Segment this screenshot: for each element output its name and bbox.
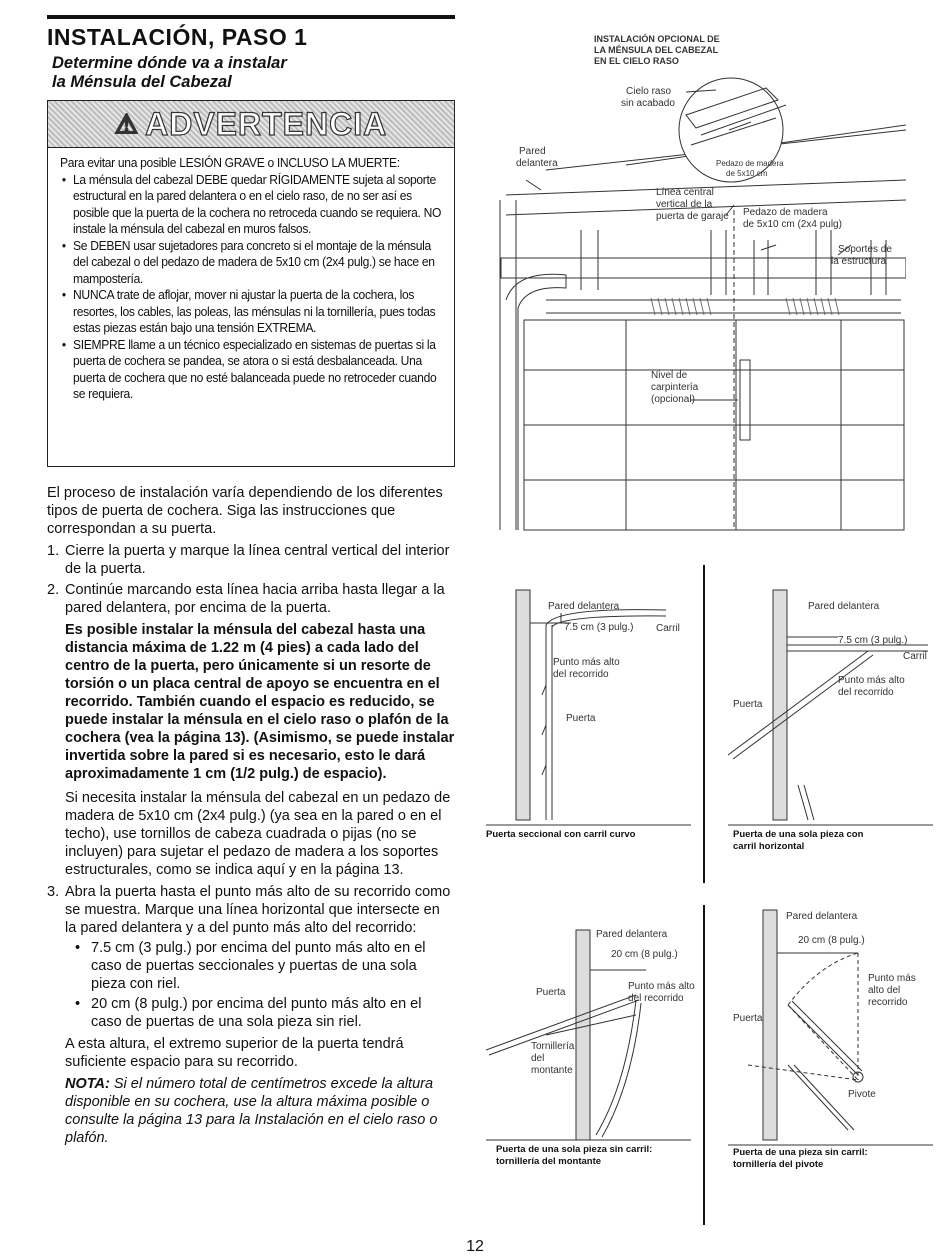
centerline-label-line-1: Línea central [656,187,714,198]
sectional-door-figure [486,585,696,855]
track-caption-line-1: Puerta de una sola pieza con [733,829,864,840]
jamb-hardware-line-1: Tornillería [531,1041,575,1052]
jamb-hardware-line-3: montante [531,1065,573,1076]
step-1 [47,542,455,578]
track-distance-label: 7.5 cm (3 pulg.) [838,635,908,646]
warning-item: • La ménsula del cabezal DEBE quedar RÍGIDAMENTE sujeta al soporte estructural en la pared delantera o en el cielo raso, de no ser así es posible que la puerta de la cochera no retroceda cuando se requiera. NO instale la ménsula del cabezal en muros falsos. [60,172,445,238]
supports-label-line-1: Soportes de [838,244,892,255]
step-3-after: A esta altura, el extremo superior de la puerta tendrá suficiente espacio para su recorrido. [65,1036,404,1070]
step-text: Abra la puerta hasta el punto más alto de su recorrido como se muestra. Marque una línea horizontal que intersecte en la pared delantera y a del punto más alto del recorrido: [65,884,451,936]
pivot-high-point-line-3: recorrido [868,997,908,1008]
figure-divider-bottom [703,905,705,1225]
optional-label-line-3: EN EL CIELO RASO [594,56,679,66]
sectional-door-label: Puerta [566,713,596,724]
step-number: 2. [47,582,60,598]
note-label: NOTA: [65,1076,110,1092]
warning-box [47,100,455,467]
note [65,1075,455,1147]
warning-list [60,172,445,403]
onepiece-track-figure [728,585,938,860]
steps-list [47,542,455,1147]
step-text: Continúe marcando esta línea hacia arriba hasta llegar a la pared delantera, por encima de la puerta. [65,582,445,616]
inset-wood-line-2: de 5x10 cm [726,169,768,178]
optional-label-line-2: LA MÉNSULA DEL CABEZAL [594,45,719,55]
centerline-label-line-2: vertical de la [656,199,713,210]
level-label-line-2: carpintería [651,382,699,393]
step-2-bold-note: Es posible instalar la ménsula del cabezal hasta una distancia máxima de 1.22 m (4 pies) a cada lado del centro de la puerta, pero únicamente si un resorte de torsión o un placa central de apoyo se encuentra en el recorrido. También cuando el espacio es reducido, se puede instalar la ménsula en el cielo raso o plafón de la cochera (vea la página 13). (Asimismo, se puede instalar invertida sobre la pared si es necesario, esto le dará aproximadamente 1 cm (1/2 pulg.) de espacio). [65,622,455,782]
jamb-caption-line-2: tornillería del montante [496,1156,602,1167]
ceiling-label-line-2: sin acabado [621,98,675,109]
pivot-hardware-figure [728,905,938,1170]
level-label-line-1: Nivel de [651,370,688,381]
figure-divider-top [703,565,705,883]
step-2-wood-note: Si necesita instalar la ménsula del cabezal en un pedazo de madera de 5x10 cm (2x4 pulg.) (ya sea en la pared o en el techo), use tornillos de cabeza cuadrada o pijas (no se incluyen) para sujetar el pedazo de madera a los soportes estructurales, como se indica aquí y en la página 13. [65,790,451,878]
instructions [47,484,455,1150]
warning-intro: Para evitar una posible LESIÓN GRAVE o INCLUSO LA MUERTE: [60,155,400,170]
step-text: Cierre la puerta y marque la línea central vertical del interior de la puerta. [65,543,450,577]
warning-item: • SIEMPRE llame a un técnico especializado en sistemas de puertas si la puerta de cochera se pandea, se atora o si está desbalanceada. Una puerta de cochera que no esté balanceada puede no retroceder cuando se requiera. [60,337,445,403]
sectional-distance-label: 7.5 cm (3 pulg.) [564,622,634,633]
note-text: Si el número total de centímetros excede la altura disponible en su cochera, use la altura máxima posible o consulte la página 13 para la Instalación en el cielo raso o plafón. [65,1076,438,1146]
jamb-hardware-line-2: del [531,1053,545,1064]
track-rail-label: Carril [903,651,927,662]
subtitle-line-2: la Ménsula del Cabezal [52,73,232,91]
warning-triangle-icon: ⚠ [114,108,140,139]
page-subtitle [52,54,287,92]
pivot-door-label: Puerta [733,1013,763,1024]
page-title: INSTALACIÓN, PASO 1 [47,24,308,50]
inset-wood-line-1: Pedazo de madera [716,159,784,168]
step-3-bullet: • 7.5 cm (3 pulg.) por encima del punto más alto en el caso de puertas seccionales y puertas de una sola pieza con riel. [65,939,455,993]
jamb-caption-line-1: Puerta de una sola pieza sin carril: [496,1144,653,1155]
wood-label-line-2: de 5x10 cm (2x4 pulg) [743,219,842,230]
sectional-caption: Puerta seccional con carril curvo [486,829,636,840]
warning-header-text: ADVERTENCIA [145,105,388,142]
pivot-label: Pivote [848,1089,876,1100]
step-3-bullet: • 20 cm (8 pulg.) por encima del punto más alto en el caso de puertas de una sola pieza sin riel. [65,995,455,1031]
sectional-high-point-line-1: Punto más alto [553,657,620,668]
sectional-wall-label: Pared delantera [548,601,620,612]
ceiling-label-line-1: Cielo raso [626,86,672,97]
front-wall-label-line-1: Pared [519,146,546,157]
step-number: 3. [47,884,60,900]
track-high-point-line-1: Punto más alto [838,675,905,686]
pivot-caption-line-1: Puerta de una pieza sin carril: [733,1147,868,1158]
track-wall-label: Pared delantera [808,601,880,612]
title-rule [47,15,455,19]
wood-label-line-1: Pedazo de madera [743,207,828,218]
warning-body [60,155,445,403]
jamb-high-point-line-2: del recorrido [628,993,684,1004]
track-high-point-line-2: del recorrido [838,687,894,698]
warning-item: • Se DEBEN usar sujetadores para concreto si el montaje de la ménsula del cabezal o del pedazo de madera de 5x10 cm (2x4 pulg.) se hace en mampostería. [60,238,445,288]
supports-label-line-2: la estructura [831,256,887,267]
page-number: 12 [466,1238,484,1255]
intro-paragraph: El proceso de instalación varía dependiendo de los diferentes tipos de puerta de cochera. Siga las instrucciones que correspondan a su puerta. [47,485,443,537]
step-number: 1. [47,543,60,559]
pivot-high-point-line-1: Punto más [868,973,916,984]
pivot-caption-line-2: tornillería del pivote [733,1159,824,1170]
track-caption-line-2: carril horizontal [733,841,805,852]
jamb-door-label: Puerta [536,987,566,998]
centerline-label-line-3: puerta de garaje [656,211,729,222]
level-label-line-3: (opcional) [651,394,695,405]
pivot-distance-label: 20 cm (8 pulg.) [798,935,865,946]
jamb-high-point-line-1: Punto más alto [628,981,695,992]
step-2 [47,581,455,879]
step-3 [47,883,455,1147]
sectional-rail-label: Carril [656,623,680,634]
jamb-wall-label: Pared delantera [596,929,668,940]
optional-label-line-1: INSTALACIÓN OPCIONAL DE [594,34,720,44]
front-wall-label-line-2: delantera [516,158,558,169]
warning-header [48,101,454,148]
track-door-label: Puerta [733,699,763,710]
subtitle-line-1: Determine dónde va a instalar [52,54,287,72]
pivot-high-point-line-2: alto del [868,985,901,996]
jamb-hardware-figure [486,925,696,1175]
warning-item: • NUNCA trate de aflojar, mover ni ajustar la puerta de la cochera, los resortes, los cables, las poleas, las ménsulas ni la tornillería, pues todas estas piezas están bajo una tensión EXTREMA. [60,287,445,337]
jamb-distance-label: 20 cm (8 pulg.) [611,949,678,960]
pivot-wall-label: Pared delantera [786,911,858,922]
garage-door-figure [486,30,906,540]
sectional-high-point-line-2: del recorrido [553,669,609,680]
step-3-bullets [65,939,455,1031]
